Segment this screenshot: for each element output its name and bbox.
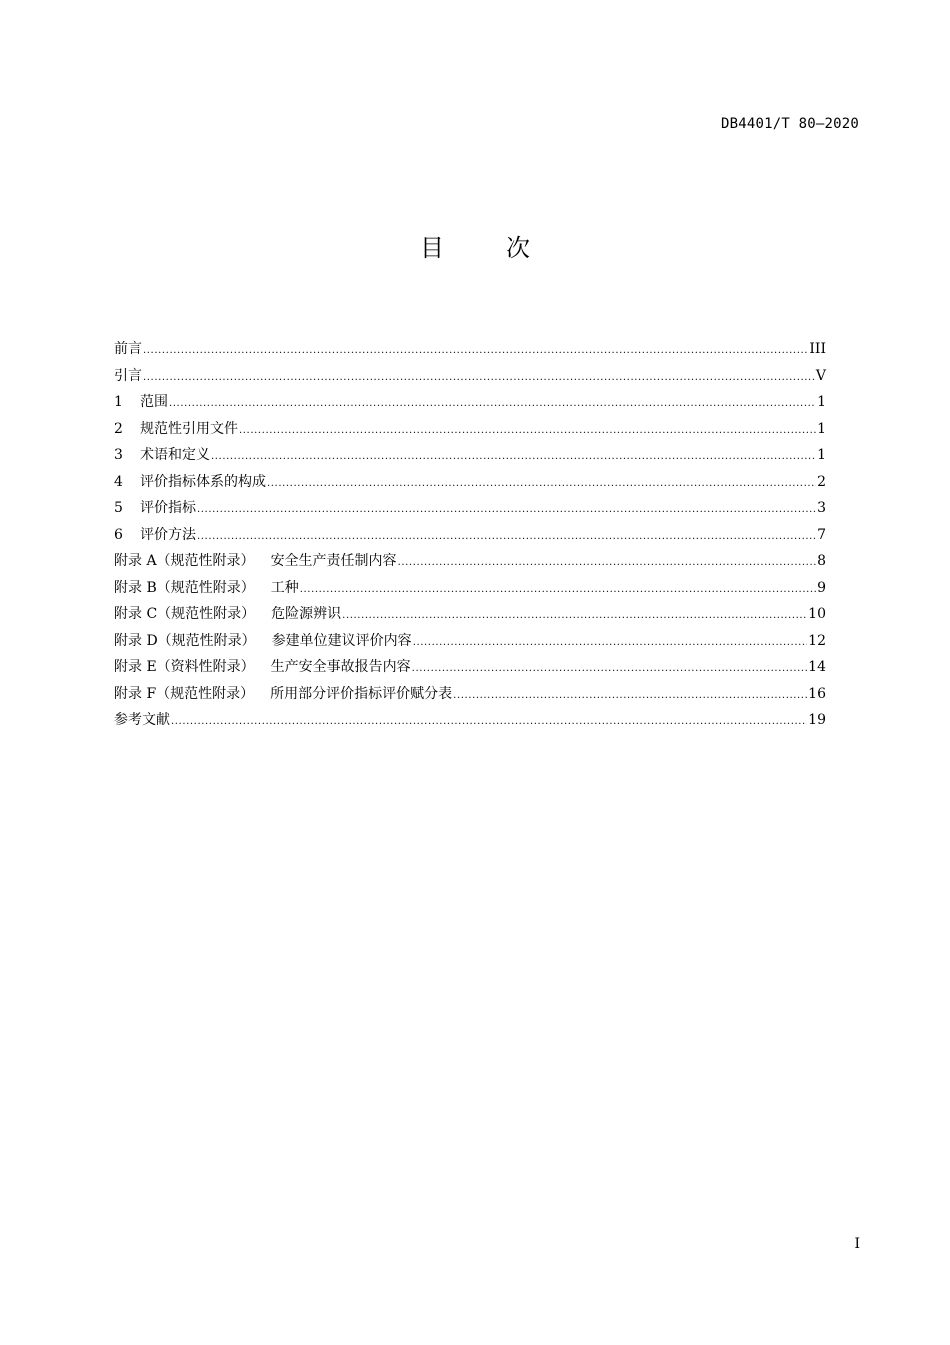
toc-entry-annex-a[interactable] bbox=[114, 548, 826, 575]
toc-leader-dots bbox=[412, 654, 808, 683]
toc-entry-annex-e[interactable] bbox=[114, 654, 826, 681]
toc-entry-text: 工种 bbox=[270, 579, 299, 596]
toc-entry-annex-f[interactable] bbox=[114, 681, 826, 708]
toc-entry-index-system[interactable] bbox=[114, 469, 826, 496]
toc-leader-dots bbox=[342, 601, 807, 630]
toc-entry-foreword[interactable] bbox=[114, 336, 826, 363]
toc-entry-evaluation-method[interactable] bbox=[114, 522, 826, 549]
toc-entry-text: 引言 bbox=[114, 367, 142, 384]
toc-leader-dots bbox=[453, 681, 807, 710]
toc-entry-annex-b[interactable] bbox=[114, 575, 826, 602]
toc-entry-normative-references[interactable] bbox=[114, 416, 826, 443]
toc-leader-dots bbox=[143, 336, 808, 365]
toc-entry-page: 3 bbox=[817, 500, 826, 516]
page-number: I bbox=[854, 1236, 860, 1252]
toc-entry-page: V bbox=[815, 367, 826, 384]
toc-entry-number: 6 bbox=[114, 526, 123, 543]
toc-entry-evaluation-index[interactable] bbox=[114, 495, 826, 522]
document-code: DB4401/T 80—2020 bbox=[720, 116, 859, 132]
toc-entry-page: 16 bbox=[808, 685, 826, 702]
toc-entry-page: 7 bbox=[817, 526, 826, 543]
toc-entry-scope[interactable] bbox=[114, 389, 826, 416]
toc-entry-page: 8 bbox=[817, 553, 826, 569]
toc-leader-dots bbox=[413, 628, 807, 657]
toc-entry-page: 1 bbox=[817, 447, 826, 463]
toc-entry-introduction[interactable] bbox=[114, 363, 826, 390]
toc-entry-text: 评价指标体系的构成 bbox=[140, 473, 266, 490]
toc-entry-text: 规范性引用文件 bbox=[140, 420, 238, 437]
toc-entry-text: 生产安全事故报告内容 bbox=[270, 659, 411, 675]
toc-entry-page: 9 bbox=[817, 579, 826, 596]
table-of-contents bbox=[114, 336, 826, 734]
toc-entry-text: 所用部分评价指标评价赋分表 bbox=[270, 685, 453, 702]
toc-entry-text: 前言 bbox=[114, 341, 142, 357]
toc-entry-text: 评价方法 bbox=[140, 526, 196, 543]
toc-entry-text: 参建单位建议评价内容 bbox=[271, 632, 412, 649]
toc-annex-label: 附录 B（规范性附录） bbox=[114, 579, 255, 596]
toc-entry-number: 4 bbox=[114, 473, 123, 490]
toc-entry-text: 术语和定义 bbox=[140, 447, 210, 463]
toc-leader-dots bbox=[169, 389, 816, 418]
toc-entry-page: 14 bbox=[808, 659, 826, 675]
toc-annex-label: 附录 D（规范性附录） bbox=[114, 632, 256, 649]
toc-entry-number: 5 bbox=[114, 500, 123, 516]
toc-annex-label: 附录 A（规范性附录） bbox=[114, 553, 255, 569]
toc-entry-annex-c[interactable] bbox=[114, 601, 826, 628]
toc-entry-text: 危险源辨识 bbox=[271, 606, 342, 622]
toc-entry-text: 范围 bbox=[140, 394, 168, 410]
toc-entry-text: 评价指标 bbox=[140, 500, 196, 516]
toc-leader-dots bbox=[300, 575, 816, 604]
toc-entry-text: 参考文献 bbox=[114, 712, 170, 728]
toc-leader-dots bbox=[197, 495, 816, 524]
toc-entry-number: 2 bbox=[114, 420, 123, 437]
toc-leader-dots bbox=[398, 548, 817, 577]
toc-entry-text: 安全生产责任制内容 bbox=[270, 553, 397, 569]
toc-entry-page: 1 bbox=[817, 420, 826, 437]
toc-annex-label: 附录 F（规范性附录） bbox=[114, 685, 255, 702]
toc-leader-dots bbox=[267, 469, 816, 498]
toc-entry-page: III bbox=[809, 341, 826, 357]
toc-entry-page: 10 bbox=[808, 606, 826, 622]
toc-annex-label: 附录 E（资料性附录） bbox=[114, 659, 255, 675]
toc-entry-bibliography[interactable] bbox=[114, 707, 826, 734]
toc-leader-dots bbox=[239, 416, 816, 445]
toc-entry-page: 12 bbox=[808, 632, 826, 649]
toc-leader-dots bbox=[197, 522, 816, 551]
toc-entry-page: 19 bbox=[808, 712, 826, 728]
toc-entry-annex-d[interactable] bbox=[114, 628, 826, 655]
toc-entry-page: 2 bbox=[817, 473, 826, 490]
toc-entry-number: 1 bbox=[114, 394, 123, 410]
toc-title: 目次 bbox=[420, 234, 592, 262]
toc-annex-label: 附录 C（规范性附录） bbox=[114, 606, 256, 622]
toc-entry-page: 1 bbox=[817, 394, 826, 410]
toc-leader-dots bbox=[143, 363, 815, 392]
toc-leader-dots bbox=[211, 442, 816, 471]
toc-entry-number: 3 bbox=[114, 447, 123, 463]
toc-leader-dots bbox=[171, 707, 807, 736]
toc-entry-terms-definitions[interactable] bbox=[114, 442, 826, 469]
